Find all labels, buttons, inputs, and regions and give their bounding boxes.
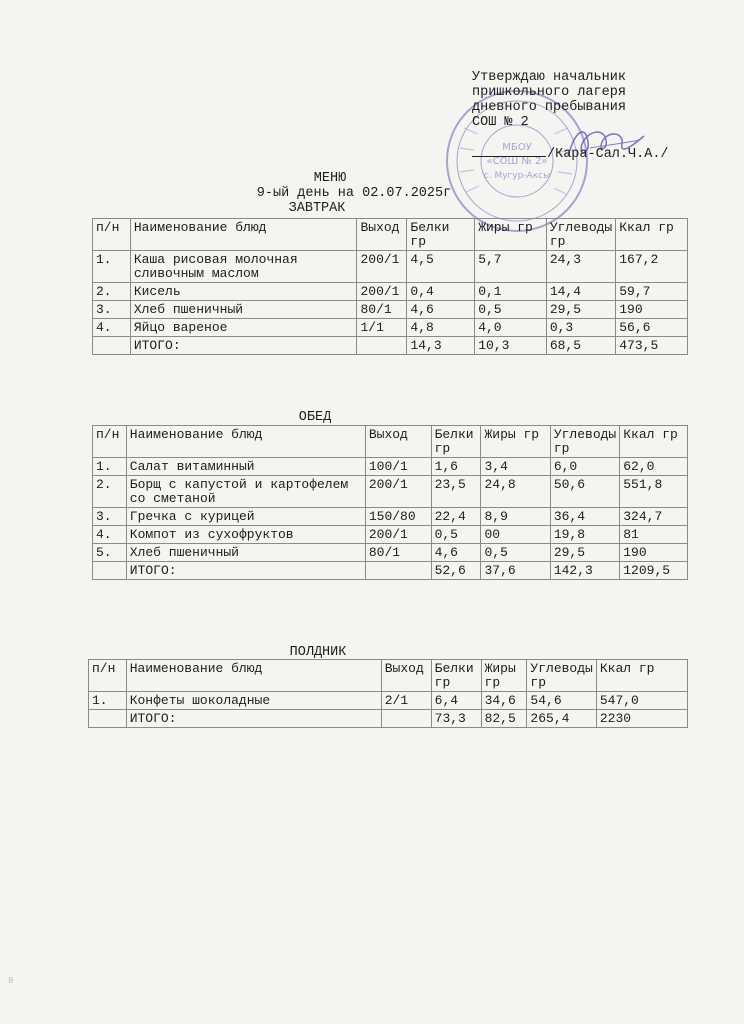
cell-carbs: 36,4 (550, 508, 619, 526)
header-cell-dish-name: Наименование блюд (130, 219, 357, 251)
cell-fat: 0,5 (475, 301, 547, 319)
cell-carbs: 68,5 (546, 337, 615, 355)
cell-dish-name: Гречка с курицей (126, 508, 365, 526)
header-cell-portion: Выход (357, 219, 407, 251)
snack-table (88, 659, 688, 728)
cell-portion: 200/1 (357, 283, 407, 301)
header-cell-dish-name: Наименование блюд (126, 426, 365, 458)
header-cell-protein: Белки гр (431, 426, 481, 458)
header-cell-carbs: Углеводы гр (550, 426, 619, 458)
cell-carbs: 6,0 (550, 458, 619, 476)
cell-protein: 4,6 (407, 301, 475, 319)
header-cell-portion: Выход (381, 660, 431, 692)
cell-portion (357, 337, 407, 355)
approval-line-2: пришкольного лагеря (472, 85, 626, 100)
cell-dish-name: Борщ с капустой и картофелем со сметаной (126, 476, 365, 508)
header-cell-kcal: Ккал гр (620, 426, 688, 458)
cell-dish-name: Хлеб пшеничный (126, 544, 365, 562)
cell-fat: 4,0 (475, 319, 547, 337)
lunch-table (92, 425, 688, 580)
cell-dish-name: ИТОГО: (130, 337, 357, 355)
cell-kcal: 59,7 (616, 283, 688, 301)
total-row (93, 562, 688, 580)
cell-portion: 80/1 (365, 544, 431, 562)
table-row (93, 508, 688, 526)
cell-dish-name: ИТОГО: (126, 562, 365, 580)
cell-protein: 6,4 (431, 692, 481, 710)
cell-carbs: 29,5 (550, 544, 619, 562)
cell-protein: 1,6 (431, 458, 481, 476)
cell-portion: 2/1 (381, 692, 431, 710)
cell-index: 2. (93, 283, 131, 301)
total-row (93, 337, 688, 355)
cell-fat: 82,5 (481, 710, 527, 728)
table-row (93, 251, 688, 283)
table-row (93, 476, 688, 508)
cell-portion (381, 710, 431, 728)
cell-index (89, 710, 127, 728)
cell-protein: 4,5 (407, 251, 475, 283)
cell-carbs: 142,3 (550, 562, 619, 580)
cell-dish-name: Салат витаминный (126, 458, 365, 476)
header-cell-protein: Белки гр (431, 660, 481, 692)
cell-protein: 0,5 (431, 526, 481, 544)
header-cell-protein: Белки гр (407, 219, 475, 251)
cell-kcal: 2230 (596, 710, 687, 728)
cell-fat: 37,6 (481, 562, 550, 580)
cell-kcal: 1209,5 (620, 562, 688, 580)
cell-kcal: 324,7 (620, 508, 688, 526)
cell-dish-name: Кисель (130, 283, 357, 301)
table-header-row (89, 660, 688, 692)
cell-index: 1. (93, 458, 127, 476)
table-header-row (93, 219, 688, 251)
cell-dish-name: Компот из сухофруктов (126, 526, 365, 544)
stamp-line-2: «СОШ № 2» (486, 156, 548, 167)
cell-index: 5. (93, 544, 127, 562)
cell-index: 4. (93, 526, 127, 544)
cell-portion (365, 562, 431, 580)
approval-line-4: СОШ № 2 (472, 115, 529, 130)
cell-fat: 34,6 (481, 692, 527, 710)
cell-index: 3. (93, 508, 127, 526)
cell-fat: 3,4 (481, 458, 550, 476)
header-cell-index: п/н (93, 426, 127, 458)
cell-kcal: 190 (616, 301, 688, 319)
stamp-line-3: с. Мугур-Аксы (483, 171, 551, 181)
menu-title: МЕНЮ (313, 171, 347, 186)
approval-line-3: дневного пребывания (472, 100, 626, 115)
cell-protein: 73,3 (431, 710, 481, 728)
cell-portion: 200/1 (365, 476, 431, 508)
header-cell-fat: Жиры гр (475, 219, 547, 251)
table-row (93, 301, 688, 319)
header-cell-index: п/н (89, 660, 127, 692)
section-title-breakfast: ЗАВТРАК (288, 201, 346, 216)
cell-fat: 0,5 (481, 544, 550, 562)
cell-carbs: 0,3 (546, 319, 615, 337)
cell-fat: 00 (481, 526, 550, 544)
section-title-snack: ПОЛДНИК (289, 645, 347, 660)
cell-fat: 5,7 (475, 251, 547, 283)
cell-carbs: 14,4 (546, 283, 615, 301)
cell-protein: 4,6 (431, 544, 481, 562)
cell-carbs: 54,6 (527, 692, 596, 710)
header-cell-carbs: Углеводы гр (546, 219, 615, 251)
cell-portion: 80/1 (357, 301, 407, 319)
header-cell-index: п/н (93, 219, 131, 251)
cell-carbs: 24,3 (546, 251, 615, 283)
header-cell-fat: Жиры гр (481, 660, 527, 692)
cell-carbs: 29,5 (546, 301, 615, 319)
cell-dish-name: Хлеб пшеничный (130, 301, 357, 319)
section-title-lunch: ОБЕД (298, 410, 332, 425)
cell-kcal: 81 (620, 526, 688, 544)
header-cell-dish-name: Наименование блюд (126, 660, 381, 692)
cell-kcal: 547,0 (596, 692, 687, 710)
signature-line (472, 144, 732, 162)
cell-portion: 200/1 (365, 526, 431, 544)
cell-protein: 52,6 (431, 562, 481, 580)
cell-protein: 4,8 (407, 319, 475, 337)
cell-index: 1. (89, 692, 127, 710)
approval-block (472, 70, 732, 162)
cell-index (93, 337, 131, 355)
cell-fat: 0,1 (475, 283, 547, 301)
cell-protein: 22,4 (431, 508, 481, 526)
stamp-line-1: МБОУ (502, 142, 532, 153)
header-cell-kcal: Ккал гр (616, 219, 688, 251)
cell-index: 2. (93, 476, 127, 508)
cell-index (93, 562, 127, 580)
cell-portion: 100/1 (365, 458, 431, 476)
table-row (93, 544, 688, 562)
cell-carbs: 265,4 (527, 710, 596, 728)
cell-kcal: 167,2 (616, 251, 688, 283)
cell-carbs: 19,8 (550, 526, 619, 544)
table-row (89, 692, 688, 710)
cell-portion: 1/1 (357, 319, 407, 337)
table-row (93, 526, 688, 544)
cell-index: 3. (93, 301, 131, 319)
cell-kcal: 551,8 (620, 476, 688, 508)
signature-underline (472, 144, 546, 157)
cell-portion: 150/80 (365, 508, 431, 526)
cell-dish-name: Каша рисовая молочная сливочным маслом (130, 251, 357, 283)
cell-dish-name: ИТОГО: (126, 710, 381, 728)
breakfast-table (92, 218, 688, 355)
cell-dish-name: Яйцо вареное (130, 319, 357, 337)
header-cell-fat: Жиры гр (481, 426, 550, 458)
table-row (93, 319, 688, 337)
table-header-row (93, 426, 688, 458)
cell-protein: 14,3 (407, 337, 475, 355)
cell-fat: 10,3 (475, 337, 547, 355)
cell-fat: 24,8 (481, 476, 550, 508)
cell-kcal: 473,5 (616, 337, 688, 355)
menu-subtitle: 9-ый день на 02.07.2025г (256, 186, 452, 201)
cell-kcal: 190 (620, 544, 688, 562)
cell-kcal: 56,6 (616, 319, 688, 337)
scan-mark: 8 (8, 976, 14, 986)
header-cell-kcal: Ккал гр (596, 660, 687, 692)
table-row (93, 283, 688, 301)
cell-dish-name: Конфеты шоколадные (126, 692, 381, 710)
cell-protein: 23,5 (431, 476, 481, 508)
cell-protein: 0,4 (407, 283, 475, 301)
cell-kcal: 62,0 (620, 458, 688, 476)
header-cell-portion: Выход (365, 426, 431, 458)
table-row (93, 458, 688, 476)
total-row (89, 710, 688, 728)
cell-index: 4. (93, 319, 131, 337)
cell-index: 1. (93, 251, 131, 283)
cell-fat: 8,9 (481, 508, 550, 526)
cell-portion: 200/1 (357, 251, 407, 283)
header-cell-carbs: Углеводы гр (527, 660, 596, 692)
signature-name: /Кара-Сал.Ч.А./ (547, 147, 669, 162)
cell-carbs: 50,6 (550, 476, 619, 508)
approval-line-1: Утверждаю начальник (472, 70, 626, 85)
